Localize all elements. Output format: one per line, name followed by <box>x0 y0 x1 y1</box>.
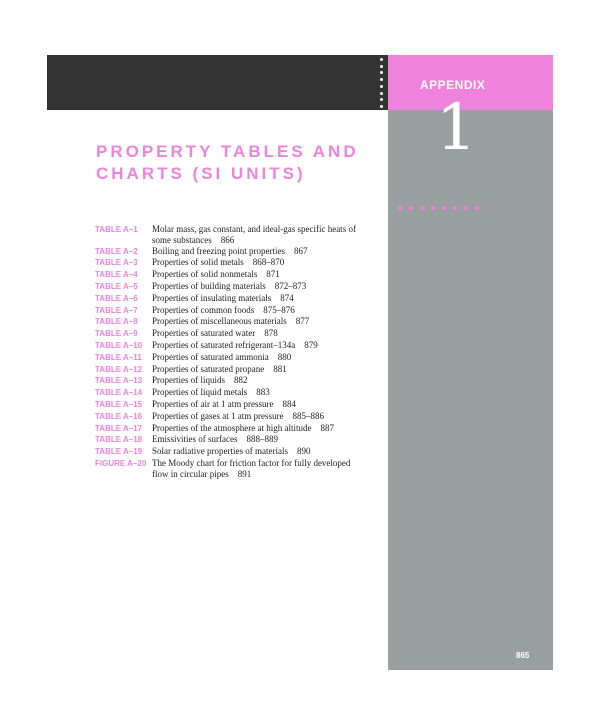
toc-item-page: 881 <box>273 363 287 374</box>
toc-item-page: 871 <box>266 269 280 280</box>
toc-item-desc: Properties of the atmosphere at high altitude <box>152 422 312 433</box>
header-bar <box>47 55 388 110</box>
toc-item-page: 879 <box>304 339 318 350</box>
toc-item-label: TABLE A–2 <box>95 246 138 256</box>
toc-item-desc: Properties of saturated refrigerant–134a <box>152 339 296 350</box>
toc-item <box>95 458 385 480</box>
toc-item-page: 891 <box>237 468 252 479</box>
toc-item-label: TABLE A–3 <box>95 258 138 268</box>
toc-item-desc: Properties of insulating materials <box>152 292 272 303</box>
toc-item <box>95 434 385 446</box>
toc-item-page: 877 <box>295 316 310 327</box>
toc-item-label: TABLE A–8 <box>95 317 138 327</box>
toc-item-label: TABLE A–7 <box>95 305 138 315</box>
toc-item-label: TABLE A–1 <box>95 225 138 234</box>
toc-item-page: 880 <box>277 351 292 362</box>
page-number: 865 <box>516 651 530 660</box>
toc-item <box>95 352 385 364</box>
toc-item-page: 867 <box>293 245 308 256</box>
toc-item-desc: Properties of liquids <box>152 375 225 386</box>
toc-item-label: TABLE A–18 <box>95 435 143 445</box>
toc-item-label: TABLE A–11 <box>95 352 142 362</box>
toc-item-page: 884 <box>282 398 296 409</box>
toc-item-desc: Boiling and freezing point properties <box>152 245 285 256</box>
toc-item <box>95 281 385 293</box>
toc-item-page: 888–889 <box>246 434 278 445</box>
toc-item <box>95 423 385 435</box>
toc-item-page: 872–873 <box>274 280 307 291</box>
toc-item-desc: Solar radiative properties of materials <box>152 446 288 457</box>
toc-item <box>95 316 385 328</box>
table-of-contents <box>95 224 385 480</box>
toc-item-label: TABLE A–19 <box>95 447 143 457</box>
decorative-dots <box>398 206 479 210</box>
toc-item-desc: some substances <box>152 234 212 245</box>
toc-item-label: TABLE A–5 <box>95 281 138 291</box>
page-title <box>96 141 376 185</box>
toc-item-label: FIGURE A–20 <box>95 458 147 468</box>
toc-item-desc: Properties of building materials <box>152 280 266 291</box>
toc-item-label: TABLE A–14 <box>95 388 143 398</box>
appendix-number: 1 <box>436 91 477 165</box>
toc-item <box>95 305 385 317</box>
toc-item-desc: Emissivities of surfaces <box>152 434 238 445</box>
toc-item-label: TABLE A–12 <box>95 364 143 374</box>
toc-item-desc: The Moody chart for friction factor for fully developed <box>152 457 351 468</box>
toc-item-desc: Properties of saturated ammonia <box>152 351 269 362</box>
toc-item-desc: flow in circular pipes <box>152 468 229 479</box>
header-dot-divider <box>380 58 386 108</box>
toc-item-label: TABLE A–16 <box>95 411 143 421</box>
toc-item-label: TABLE A–17 <box>95 423 143 433</box>
toc-item-label: TABLE A–9 <box>95 329 138 339</box>
toc-item <box>95 387 385 399</box>
toc-item <box>95 340 385 352</box>
toc-item <box>95 364 385 376</box>
toc-item-desc: Properties of liquid metals <box>152 387 248 398</box>
toc-item <box>95 224 385 246</box>
side-column <box>388 110 553 670</box>
toc-item-desc: Properties of miscellaneous materials <box>152 316 287 327</box>
page-title-line-1: PROPERTY TABLES AND <box>96 142 359 161</box>
toc-item-page: 874 <box>280 292 294 303</box>
toc-item-page: 887 <box>320 422 334 433</box>
toc-item-label: TABLE A–4 <box>95 270 138 280</box>
toc-item-page: 868–870 <box>252 257 285 268</box>
toc-item-page: 883 <box>256 387 270 398</box>
toc-item-desc: Molar mass, gas constant, and ideal-gas specific heats of <box>152 224 356 234</box>
toc-item <box>95 446 385 458</box>
toc-item <box>95 399 385 411</box>
toc-item-page: 890 <box>296 446 311 457</box>
toc-item-desc: Properties of air at 1 atm pressure <box>152 398 274 409</box>
appendix-label: APPENDIX <box>420 78 486 92</box>
toc-item-desc: Properties of solid nonmetals <box>152 269 258 280</box>
toc-item <box>95 411 385 423</box>
toc-item-page: 875–876 <box>263 304 295 315</box>
toc-item <box>95 257 385 269</box>
toc-item <box>95 269 385 281</box>
page-title-line-2: CHARTS (SI UNITS) <box>96 164 306 183</box>
toc-item-page: 882 <box>234 375 248 386</box>
toc-item-page: 866 <box>220 234 235 245</box>
toc-item <box>95 246 385 258</box>
toc-item-page: 878 <box>264 328 278 339</box>
toc-item-desc: Properties of solid metals <box>152 257 244 268</box>
toc-item-label: TABLE A–15 <box>95 399 143 409</box>
toc-item <box>95 293 385 305</box>
toc-item-desc: Properties of gases at 1 atm pressure <box>152 410 284 421</box>
toc-item <box>95 328 385 340</box>
toc-item-label: TABLE A–6 <box>95 293 138 303</box>
toc-item-page: 885–886 <box>292 410 324 421</box>
toc-item-desc: Properties of saturated water <box>152 328 256 339</box>
toc-item <box>95 375 385 387</box>
toc-item-desc: Properties of saturated propane <box>152 363 265 374</box>
toc-item-label: TABLE A–10 <box>95 340 143 350</box>
toc-item-label: TABLE A–13 <box>95 376 143 386</box>
toc-item-desc: Properties of common foods <box>152 304 255 315</box>
